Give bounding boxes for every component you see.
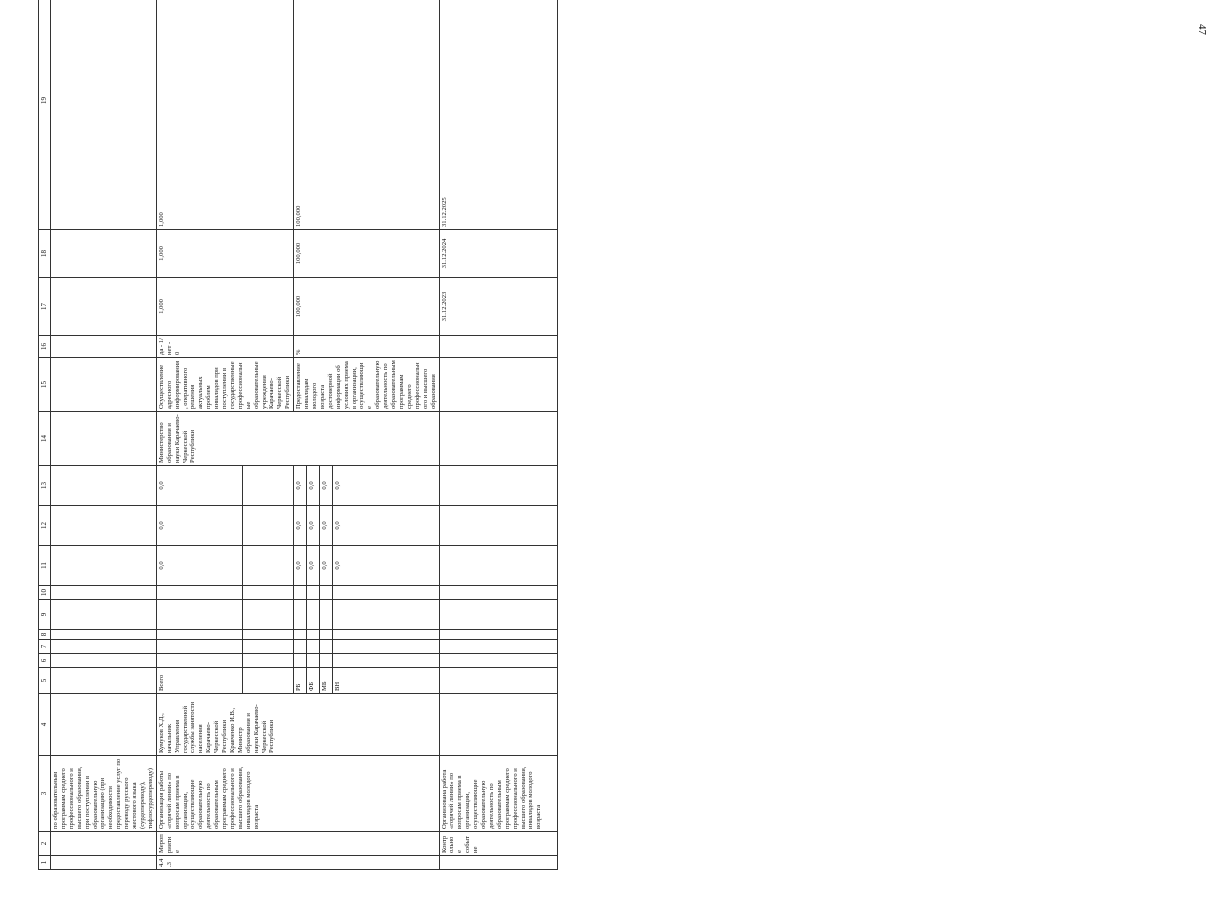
col-4: 4 — [39, 694, 51, 756]
total-v13: 0,0 — [156, 466, 242, 506]
control-event-type: Контрольное событие — [439, 832, 557, 856]
vn-v12: 0,0 — [332, 506, 439, 546]
col-14: 14 — [39, 412, 51, 466]
indicator-1-v17: 1,000 — [156, 278, 293, 336]
col-8: 8 — [39, 630, 51, 640]
continuation-text: по образовательным программам среднего профессионального и высшего образования, при поступлении в образовательную организацию (при необходимости предоставление услуг по переводу русского жестового языка (сурдопереводу), тифлосурдопереводу) — [51, 756, 157, 832]
indicator-2-v19: 100,000 — [294, 0, 439, 230]
col-12: 12 — [39, 506, 51, 546]
measure-row-total — [156, 0, 242, 870]
measure-number: 4.4.3 — [156, 856, 439, 870]
total-v11: 0,0 — [156, 546, 242, 586]
col-3: 3 — [39, 756, 51, 832]
rb-v12: 0,0 — [294, 506, 307, 546]
indicator-2-unit: % — [294, 336, 439, 358]
control-event-name: Организована работа «горячей линии» по вопросам приема в организации, осуществляющие образовательную деятельность по образовательным программам среднего профессионального и высшего образования, инвалидов молодого возраста — [439, 756, 557, 832]
fb-v13: 0,0 — [307, 466, 320, 506]
vn-v11: 0,0 — [332, 546, 439, 586]
col-5: 5 — [39, 668, 51, 694]
mb-v13: 0,0 — [319, 466, 332, 506]
program-table — [38, 0, 558, 870]
indicator-2-v18: 100,000 — [294, 230, 439, 278]
source-total-label: Всего — [156, 668, 242, 694]
col-11: 11 — [39, 546, 51, 586]
source-label: ФБ — [307, 668, 320, 694]
col-9: 9 — [39, 600, 51, 630]
indicator-1-unit: да - 1/ нет - 0 — [156, 336, 293, 358]
col-1: 1 — [39, 856, 51, 870]
indicator-2-text: Предоставление инвалидам молодого возраста достоверной информации об условиях приема в организации, осуществляющие образовательную деятельность по образовательным программам среднего профессионального и высшего образования — [294, 358, 439, 412]
source-label: ВН — [332, 668, 439, 694]
source-label: РБ — [294, 668, 307, 694]
measure-name: Организация работы «горячей линии» по вопросам приема в организации, осуществляющие образовательную деятельность по образовательным программам среднего профессионального и высшего образования, инвалидов молодого возраста — [156, 756, 439, 832]
col-13: 13 — [39, 466, 51, 506]
rb-v13: 0,0 — [294, 466, 307, 506]
page-number: 47 — [1196, 24, 1208, 35]
total-v12: 0,0 — [156, 506, 242, 546]
indicator-1-v18: 1,000 — [156, 230, 293, 278]
col-6: 6 — [39, 654, 51, 668]
measure-type: Мероприятие — [156, 832, 439, 856]
vn-v13: 0,0 — [332, 466, 439, 506]
control-event-d19: 31.12.2025 — [439, 0, 557, 230]
fb-v12: 0,0 — [307, 506, 320, 546]
column-number-row — [39, 0, 51, 870]
col-7: 7 — [39, 640, 51, 654]
control-event-d17: 31.12.2023 — [439, 278, 557, 336]
col-16: 16 — [39, 336, 51, 358]
col-10: 10 — [39, 586, 51, 600]
measure-executor: Министерство образования и науки Карачаево-Черкесской Республики — [156, 412, 439, 466]
indicator-1-text: Осуществление адресного информирования, оперативного решения актуальных проблем инвалидов при поступлении в государственные профессиональные образовательные учреждения Карачаево-Черкесской Республики — [156, 358, 293, 412]
measure-responsible: Кумуков Х.Д., начальник Управления государственной службы занятости населения Карачаево-Черкесской Республики Кравченко И.В., Министр образования и науки Карачаево-Черкесской Республики — [156, 694, 439, 756]
col-17: 17 — [39, 278, 51, 336]
col-18: 18 — [39, 230, 51, 278]
mb-v11: 0,0 — [319, 546, 332, 586]
fb-v11: 0,0 — [307, 546, 320, 586]
control-event-row — [439, 0, 557, 870]
col-2: 2 — [39, 832, 51, 856]
continuation-row — [51, 0, 157, 870]
indicator-1-v19: 1,000 — [156, 0, 293, 230]
rotated-table-page — [38, 32, 608, 870]
indicator-2-v17: 100,000 — [294, 278, 439, 336]
col-15: 15 — [39, 358, 51, 412]
source-label: МБ — [319, 668, 332, 694]
mb-v12: 0,0 — [319, 506, 332, 546]
rb-v11: 0,0 — [294, 546, 307, 586]
col-19: 19 — [39, 0, 51, 230]
control-event-d18: 31.12.2024 — [439, 230, 557, 278]
